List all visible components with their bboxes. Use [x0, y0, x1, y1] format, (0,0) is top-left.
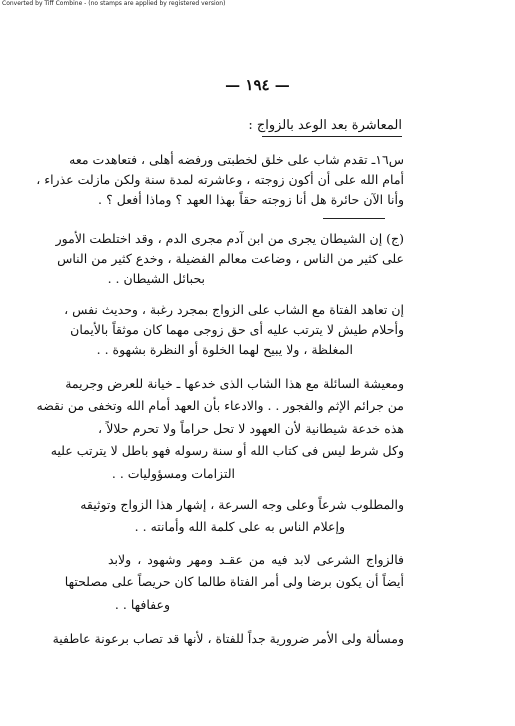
- answer-line: وكل شرط ليس فى كتاب الله أو سنة رسوله فهو باطل لا يترتب عليه: [50, 443, 404, 458]
- question-line: أمام الله على أن أكون زوجته ، وعاشرته لمدة سنة ولكن مازلت عذراء ،: [36, 172, 404, 187]
- answer-line: والمطلوب شرعاً وعلى وجه السرعة ، إشهار هذا الزواج وتوثيقه: [80, 497, 404, 512]
- answer-line: إن تعاهد الفتاة مع الشاب على الزواج بمجرد رغبة ، وحديث نفس ،: [64, 302, 404, 317]
- answer-line: من جرائم الإثم والفجور . . والادعاء بأن العهد أمام الله وتخفى من نقضه: [36, 398, 404, 413]
- answer-line: التزامات ومسؤوليات . .: [111, 466, 235, 481]
- answer-line: المغلظة ، ولا يبيح لهما الخلوة أو النظرة بشهوة . .: [96, 342, 353, 357]
- heading-underline: [262, 136, 402, 137]
- page-number: — ١٩٤ —: [225, 76, 290, 94]
- answer-line: وعفافها . .: [114, 597, 170, 612]
- question-line: وأنا الآن حائرة هل أنا زوجته حقاً بهذا العهد ؟ وماذا أفعل ؟ .: [98, 192, 404, 207]
- answer-line: ومسألة ولى الأمر ضرورية جداً للفتاة ، لأنها قد تصاب برعونة عاطفية: [52, 631, 404, 646]
- answer-line: هذه خدعة شيطانية لأن العهود لا تحل حراماً ولا تحرم حلالاً ،: [98, 421, 404, 436]
- answer-line: بحبائل الشيطان . .: [107, 271, 205, 286]
- answer-line: فالزواج الشرعى لابد فيه من عقـد ومهر وشهود ، ولابد: [108, 552, 404, 567]
- section-divider: [323, 218, 385, 219]
- answer-line: وإعلام الناس به على كلمة الله وأمانته . .: [134, 519, 345, 534]
- answer-line: ومعيشة السائلة مع هذا الشاب الذى خدعها ـ خيانة للعرض وجريمة: [65, 376, 404, 391]
- question-line: س١٦ـ تقدم شاب على خلق لخطبتى ورفضه أهلى ، فتعاهدت معه: [69, 152, 404, 167]
- answer-line: على كثير من الناس ، وضاعت معالم الفضيلة ، وخدع كثير من الناس: [57, 251, 404, 266]
- answer-line: وأحلام طيش لا يترتب عليه أى حق زوجى مهما كان موثقاً بالأيمان: [70, 322, 404, 337]
- section-heading: المعاشرة بعد الوعد بالزواج :: [248, 118, 402, 133]
- answer-line: أيضاً أن يكون برضا ولى أمر الفتاة طالما كان حريصاً على مصلحتها: [64, 574, 404, 589]
- answer-line: (ج) إن الشيطان يجرى من ابن آدم مجرى الدم ، وقد اختلطت الأمور: [55, 231, 404, 246]
- converter-banner: Converted by Tiff Combine - (no stamps are applied by registered version): [2, 0, 226, 7]
